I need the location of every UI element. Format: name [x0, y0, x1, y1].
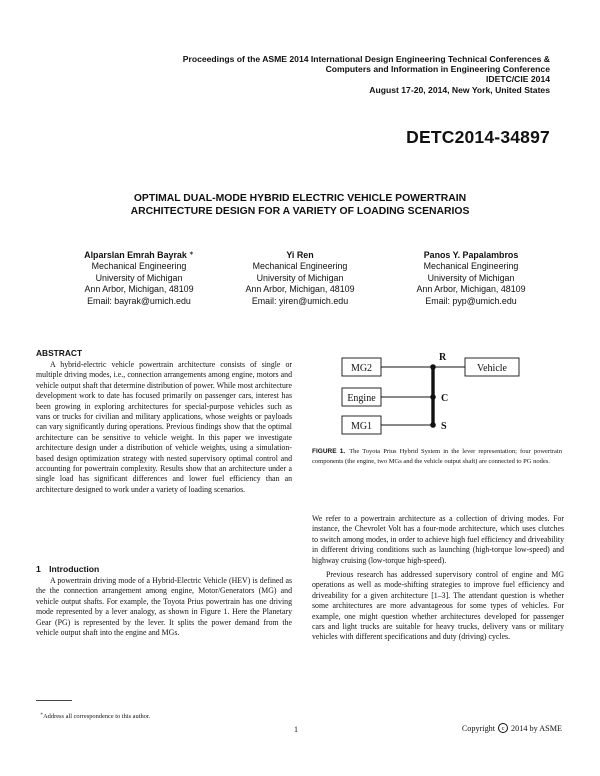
- node-r: [430, 364, 436, 370]
- proceedings-line: August 17-20, 2014, New York, United States: [369, 84, 550, 95]
- author-mark: ∗: [188, 251, 194, 257]
- engine-label: Engine: [347, 393, 376, 404]
- page-number: 1: [294, 725, 298, 734]
- introduction-body: A powertrain driving mode of a Hybrid-Electric Vehicle (HEV) is defined as the the connection arrangement among engine, Motor/Generators (MG) and vehicle output shafts. For example, the Toyota Prius powertrain has one driving mode represented by a lever analogy, as shown in Figure 1. Here the Planetary Gear (PG) is represented by the lever. It splits the power demand from the vehicle output shaft into the engine and MGs.: [36, 576, 292, 638]
- node-c: [430, 394, 436, 400]
- copyright-notice: [462, 723, 562, 733]
- node-s: [430, 422, 436, 428]
- proceedings-header: [110, 54, 550, 95]
- author-city: Ann Arbor, Michigan, 48109: [84, 284, 194, 295]
- author-univ: University of Michigan: [256, 272, 344, 283]
- footnote-rule: [36, 700, 72, 701]
- introduction-heading: 1 Introduction: [36, 564, 100, 574]
- figure-caption-text: The Toyota Prius Hybrid System in the lever representation; four powertrain components (the engine, two MGs and the vehicle output shaft) are connected to PG nodes.: [312, 448, 562, 465]
- author-city: Ann Arbor, Michigan, 48109: [245, 284, 355, 295]
- lever-diagram-svg: [312, 348, 562, 438]
- paper-title: [40, 192, 560, 218]
- copyright-symbol: c: [498, 723, 508, 733]
- author-univ: University of Michigan: [427, 272, 515, 283]
- footnote: [40, 711, 150, 720]
- author-city: Ann Arbor, Michigan, 48109: [416, 284, 526, 295]
- node-label-c: C: [441, 393, 449, 404]
- author-block-3: [386, 250, 556, 307]
- proceedings-line: IDETC/CIE 2014: [486, 74, 550, 85]
- author-email[interactable]: Email: pyp@umich.edu: [425, 295, 517, 306]
- author-dept: Mechanical Engineering: [252, 261, 348, 272]
- abstract-heading: ABSTRACT: [36, 348, 83, 358]
- author-dept: Mechanical Engineering: [423, 261, 519, 272]
- copyright-word: Copyright: [461, 723, 496, 733]
- author-email[interactable]: Email: yiren@umich.edu: [251, 295, 349, 306]
- mg1-label: MG1: [350, 421, 373, 432]
- author-name: Yi Ren: [286, 250, 314, 260]
- proceedings-line: Computers and Information in Engineering Conference: [325, 64, 550, 75]
- paragraph: We refer to a powertrain architecture as a collection of driving modes. For instance, the Chevrolet Volt has a four-mode architecture, which uses clutches to switch among modes, in order to achieve high fuel efficiency and driveability in different driving conditions such as launching (high-torque low-speed) and highway cruising (low-torque high-speed).: [312, 514, 564, 565]
- author-email[interactable]: Email: bayrak@umich.edu: [87, 295, 191, 306]
- figure-caption-label: FIGURE 1.: [312, 448, 346, 455]
- footnote-text: Address all correspondence to this author.: [43, 713, 151, 721]
- author-name: Alparslan Emrah Bayrak ∗: [84, 250, 194, 260]
- paper-id: DETC2014-34897: [406, 127, 550, 147]
- node-label-s: S: [441, 421, 447, 432]
- proceedings-line: Proceedings of the ASME 2014 International Design Engineering Technical Conferences &: [182, 54, 550, 64]
- title-line-1: OPTIMAL DUAL-MODE HYBRID ELECTRIC VEHICLE POWERTRAIN: [133, 193, 467, 204]
- author-dept: Mechanical Engineering: [91, 261, 187, 272]
- vehicle-label: Vehicle: [477, 363, 507, 374]
- figure-caption: [312, 447, 562, 466]
- right-column-body: [312, 514, 564, 643]
- author-name: Panos Y. Papalambros: [423, 250, 519, 260]
- copyright-text: 2014 by ASME: [511, 723, 562, 733]
- mg2-label: MG2: [350, 363, 373, 374]
- paragraph: Previous research has addressed supervisory control of engine and MG operations as well as mode-shifting strategies to improve fuel efficiency and driveability for a given architecture [1–3]. The attendant question is whether some architectures are more advantageous for some types of vehicles. For example, one might question whether architectures developed for passenger cars and light trucks are suitable for heavy trucks, delivery vans or military vehicles with different specifications and duty (driving) cycles.: [312, 570, 564, 642]
- footnote-mark: ∗: [40, 711, 44, 716]
- figure-lever-diagram: [312, 348, 562, 438]
- author-block-1: [54, 250, 224, 307]
- abstract-body: A hybrid-electric vehicle powertrain architecture consists of single or multiple driving modes, i.e., connection arrangements among engine, motors and vehicle output shaft that determine distribution of power. While most architecture development work to date has focused primarily on passenger cars, interest has been growing in exploring architectures for special-purpose vehicles such as vans or trucks for civilian and military applications, whose weights or payloads can vary significantly during operations. Previous findings show that the optimal architecture can be sensitive to vehicle weight. In this paper we investigate architecture design under a distribution of vehicle weights, using a simulation-based design optimization strategy with nested supervisory optimal control and accounting for powertrain complexity. Results show that an architecture under a single load has significant differences and lower fuel efficiency than an architecture designed to work under a variety of loading scenarios.: [36, 360, 292, 494]
- author-univ: University of Michigan: [95, 272, 183, 283]
- author-block-2: [215, 250, 385, 307]
- node-label-r: R: [439, 352, 447, 363]
- title-line-2: ARCHITECTURE DESIGN FOR A VARIETY OF LOADING SCENARIOS: [130, 206, 470, 217]
